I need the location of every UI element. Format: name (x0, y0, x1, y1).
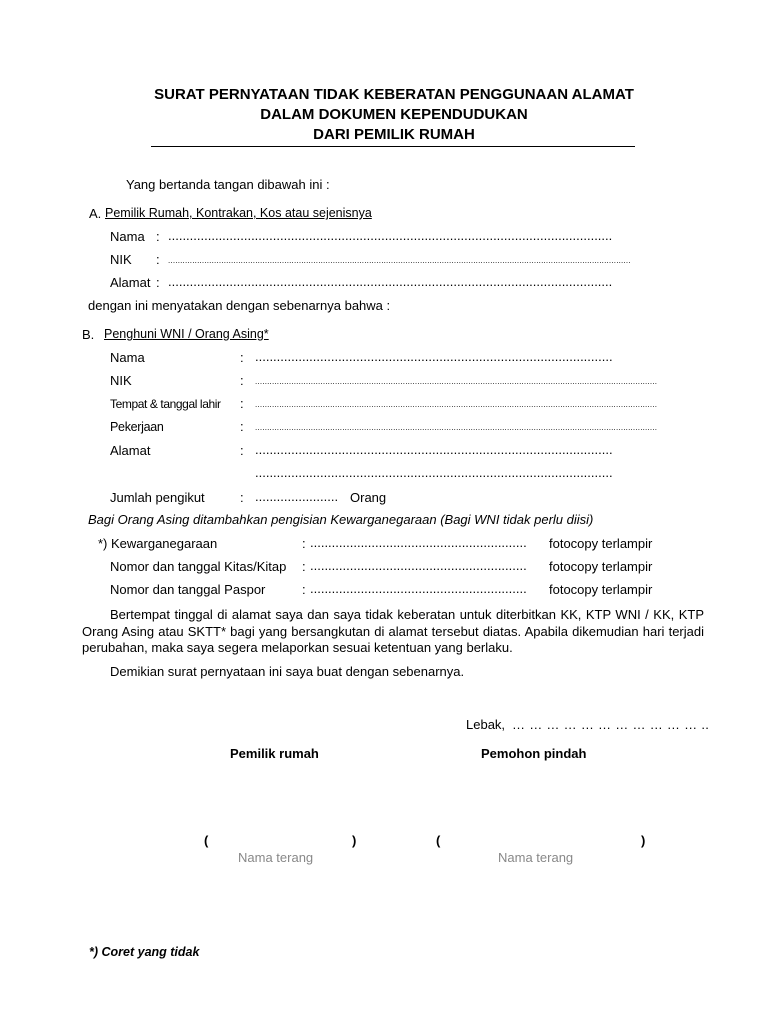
statement-paragraph (82, 607, 704, 657)
sig-right-title: Pemohon pindah (481, 746, 587, 761)
date-field[interactable]: … … … … … … … … … … … .. (512, 717, 710, 732)
b-nama-field[interactable]: ................................................................................................... (255, 349, 613, 364)
b-jumlah-colon: : (240, 490, 244, 505)
kitas-suffix: fotocopy terlampir (549, 559, 653, 574)
kitas-label: Nomor dan tanggal Kitas/Kitap (110, 559, 287, 574)
title-line-3: DARI PEMILIK RUMAH (313, 126, 475, 143)
a-nama-colon: : (156, 229, 160, 244)
b-alamat-label: Alamat (110, 443, 151, 458)
b-jumlah-label: Jumlah pengikut (110, 490, 205, 505)
a-nik-colon: : (156, 252, 160, 267)
b-alamat-field-1[interactable]: ................................................................................................... (255, 442, 613, 457)
kitas-field[interactable]: ............................................................ (310, 558, 527, 573)
kewarganegaraan-suffix: fotocopy terlampir (549, 536, 653, 551)
b-nik-colon: : (240, 373, 244, 388)
b-nik-field[interactable]: ...................................................................................................................................................................... (255, 377, 658, 386)
paspor-suffix: fotocopy terlampir (549, 582, 653, 597)
b-ttl-field[interactable]: ...................................................................................................................................................................... (255, 400, 658, 409)
closing-text: Demikian surat pernyataan ini saya buat dengan sebenarnya. (110, 664, 465, 679)
paspor-label: Nomor dan tanggal Paspor (110, 582, 266, 597)
title-line-2: DALAM DOKUMEN KEPENDUDUKAN (260, 106, 528, 123)
kewarganegaraan-label: *) Kewarganegaraan (98, 536, 218, 551)
place-label: Lebak, (466, 717, 506, 732)
section-a-heading: Pemilik Rumah, Kontrakan, Kos atau sejenisnya (105, 206, 372, 220)
b-nama-colon: : (240, 350, 244, 365)
sig-right-close-paren: ) (641, 833, 646, 848)
b-alamat-field-2[interactable]: ................................................................................................... (255, 465, 613, 480)
a-alamat-colon: : (156, 275, 160, 290)
section-a-marker: A. (89, 206, 102, 221)
foreign-note: Bagi Orang Asing ditambahkan pengisian Kewarganegaraan (Bagi WNI tidak perlu diisi) (88, 512, 594, 527)
b-nama-label: Nama (110, 350, 145, 365)
sig-left-close-paren: ) (352, 833, 357, 848)
a-nama-field[interactable]: ........................................................................................................................... (168, 228, 613, 243)
a-nik-label: NIK (110, 252, 132, 267)
a-nama-label: Nama (110, 229, 145, 244)
sig-left-title: Pemilik rumah (230, 746, 319, 761)
declare-text: dengan ini menyatakan dengan sebenarnya bahwa : (88, 298, 391, 313)
footnote: *) Coret yang tidak (89, 945, 200, 959)
sig-left-open-paren: ( (204, 833, 209, 848)
sig-right-open-paren: ( (436, 833, 441, 848)
title-line-1: SURAT PERNYATAAN TIDAK KEBERATAN PENGGUNAAN ALAMAT (154, 86, 634, 103)
b-alamat-colon: : (240, 443, 244, 458)
b-pekerjaan-colon: : (240, 419, 244, 434)
statement-text: Bertempat tinggal di alamat saya dan saya tidak keberatan untuk diterbitkan KK, KTP WNI / KK, KTP Orang Asing atau SKTT* bagi yang bersangkutan di alamat tersebut diatas. Apabila dikemudian hari terjadi perubahan, maka saya segera melaporkan sesuai ketentuan yang berlaku. (82, 607, 704, 655)
title-underline (151, 146, 635, 147)
sig-right-name-hint[interactable]: Nama terang (498, 850, 574, 865)
b-ttl-label: Tempat & tanggal lahir (110, 397, 221, 411)
paspor-field[interactable]: ............................................................ (310, 581, 527, 596)
b-jumlah-unit: Orang (350, 490, 387, 505)
b-nik-label: NIK (110, 373, 132, 388)
section-b-heading: Penghuni WNI / Orang Asing* (104, 327, 269, 341)
a-alamat-field[interactable]: ........................................................................................................................... (168, 274, 613, 289)
kewarganegaraan-field[interactable]: ............................................................ (310, 535, 527, 550)
kewarganegaraan-colon: : (302, 536, 306, 551)
section-b-marker: B. (82, 327, 95, 342)
b-pekerjaan-label: Pekerjaan (110, 420, 164, 434)
b-ttl-colon: : (240, 396, 244, 411)
kitas-colon: : (302, 559, 306, 574)
intro-text: Yang bertanda tangan dibawah ini : (126, 177, 330, 192)
a-nik-field[interactable]: ............................................................................................................................................................................................... (168, 256, 631, 265)
sig-left-name-hint[interactable]: Nama terang (238, 850, 314, 865)
b-pekerjaan-field[interactable]: ...................................................................................................................................................................... (255, 423, 658, 432)
a-alamat-label: Alamat (110, 275, 151, 290)
b-jumlah-field[interactable]: ....................... (255, 489, 339, 504)
paspor-colon: : (302, 582, 306, 597)
